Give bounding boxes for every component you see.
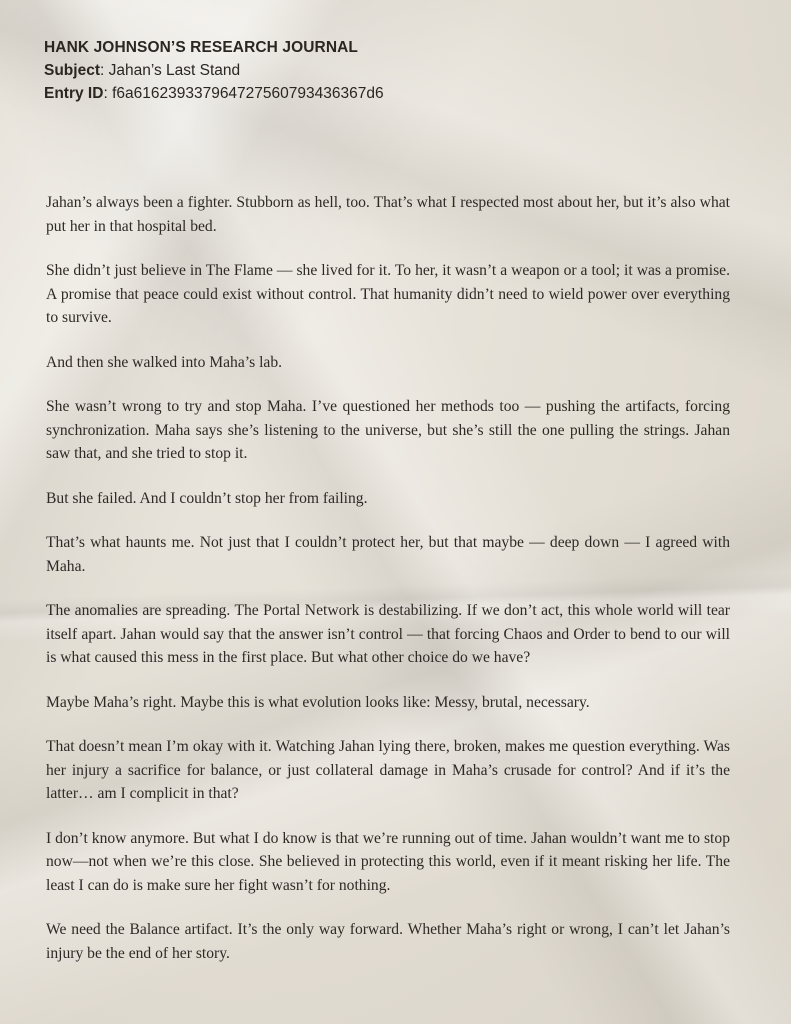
paragraph: And then she walked into Maha’s lab. [46,353,283,371]
journal-title: HANK JOHNSON’S RESEARCH JOURNAL [44,39,358,56]
paragraph: That doesn’t mean I’m okay with it. Watching Jahan lying there, broken, makes me question everything. Was her injury a sacrifice for balance, or just collateral damage in Maha’s crusade for control? And if it’s the latter… am I complicit in that? [46,738,730,802]
subject-line: Subject: Jahan’s Last Stand [44,62,241,79]
paragraph: Jahan’s always been a fighter. Stubborn as hell, too. That’s what I respected most about her, but it’s also what put her in that hospital bed. [46,194,730,235]
journal-body [46,191,730,986]
subject-value: Jahan’s Last Stand [108,62,241,79]
paragraph: That’s what haunts me. Not just that I couldn’t protect her, but that maybe — deep down — I agreed with Maha. [46,534,730,575]
entry-id-value: f6a616239337964727560793436367d6 [112,85,384,102]
subject-label: Subject [44,62,100,79]
paragraph: We need the Balance artifact. It’s the only way forward. Whether Maha’s right or wrong, I can’t let Jahan’s injury be the end of her story. [46,921,730,962]
entry-id-label: Entry ID [44,85,104,102]
paragraph: She wasn’t wrong to try and stop Maha. I’ve questioned her methods too — pushing the artifacts, forcing synchronization. Maha says she’s listening to the universe, but she’s still the one pulling the strings. Jahan saw that, and she tried to stop it. [46,398,730,462]
paragraph: Maybe Maha’s right. Maybe this is what evolution looks like: Messy, brutal, necessary. [46,693,590,711]
entry-id-line: Entry ID: f6a616239337964727560793436367d6 [44,85,384,102]
paragraph: She didn’t just believe in The Flame — she lived for it. To her, it wasn’t a weapon or a tool; it was a promise. A promise that peace could exist without control. That humanity didn’t need to wield power over everything to survive. [46,262,730,326]
paragraph: The anomalies are spreading. The Portal Network is destabilizing. If we don’t act, this whole world will tear itself apart. Jahan would say that the answer isn’t control — that forcing Chaos and Order to bend to our will is what caused this mess in the first place. But what other choice do we have? [46,602,730,666]
journal-header [44,36,384,105]
paragraph: I don’t know anymore. But what I do know is that we’re running out of time. Jahan wouldn’t want me to stop now—not when we’re this close. She believed in protecting this world, even if it meant risking her life. The least I can do is make sure her fight wasn’t for nothing. [46,829,730,894]
paragraph: But she failed. And I couldn’t stop her from failing. [46,489,368,507]
